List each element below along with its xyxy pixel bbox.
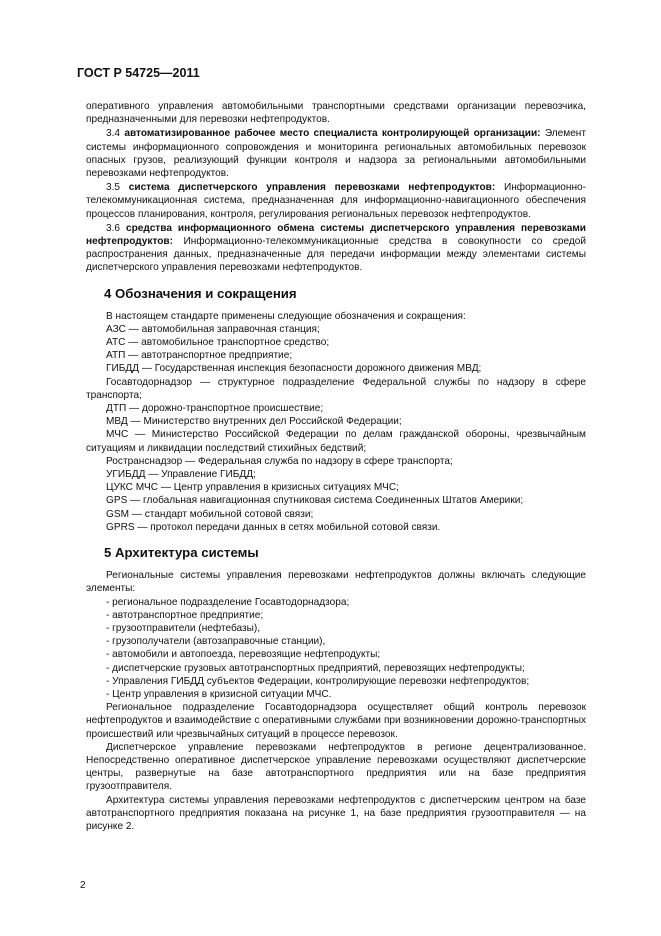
term-name: средства информационного обмена системы диспетчерского управления перевозками нефтепродуктов: [86, 222, 586, 248]
list-item: - грузополучатели (автозаправочные станции), [106, 636, 326, 648]
list-item: - диспетчерские грузовых автотранспортных предприятий, перевозящих нефтепродукты; [106, 662, 525, 674]
body-paragraph: Диспетчерское управление перевозками нефтепродуктов в регионе децентрализованное. Непосредственно оперативное диспетчерское управление перевозками осуществляют диспетчерские центры, развернутые на базе автотранспортного предприятия или на базе предприятия грузоотправителя. [86, 741, 586, 793]
term-definition: Информационно-телекоммуникационные средства в совокупности со средой распространения данных, предназначенные для передачи информации между элементами системы диспетчерского управления перевозками нефтепродуктов. [86, 236, 586, 274]
term-number: 3.4 [106, 128, 121, 140]
list-item: - автомобили и автопоезда, перевозящие нефтепродукты; [106, 649, 381, 661]
abbreviation-item: ЦУКС МЧС — Центр управления в кризисных ситуациях МЧС; [106, 482, 399, 494]
page-content [86, 100, 586, 833]
abbreviation-item: ГИБДД — Государственная инспекция безопасности дорожного движения МВД; [106, 363, 482, 375]
abbreviation-item: МВД — Министерство внутренних дел Российской Федерации; [106, 416, 402, 428]
abbreviation-item: АЗС — автомобильная заправочная станция; [106, 323, 320, 335]
list-item: - региональное подразделение Госавтодорнадзора; [106, 596, 350, 608]
term-number: 3.5 [106, 182, 121, 194]
abbreviation-item: GSM — стандарт мобильной сотовой связи; [106, 508, 314, 520]
section-4-intro: В настоящем стандарте применены следующие обозначения и сокращения: [106, 310, 466, 322]
abbreviation-item: Ространснадзор — Федеральная служба по надзору в сфере транспорта; [106, 455, 453, 467]
term-definition: Элемент системы информационного сопровождения и мониторинга региональных автомобильных перевозок опасных грузов, реализующий функции контроля и надзора за региональными автомобильными перевозками нефтепродуктов. [86, 128, 587, 180]
body-paragraph: Региональное подразделение Госавтодорнадзора осуществляет общий контроль перевозок нефтепродуктов и взаимодействие с оперативными службами при возникновении дорожно-транспортных происшествий или чрезвычайных ситуаций в процессе перевозок. [86, 702, 586, 740]
abbreviation-item: УГИБДД — Управление ГИБДД; [106, 469, 256, 481]
term-name: система диспетчерского управления перевозками нефтепродуктов: [128, 182, 496, 194]
list-item: - Центр управления в кризисной ситуации МЧС. [106, 688, 332, 700]
term-3-4 [86, 127, 586, 180]
page-number: 2 [80, 880, 86, 891]
term-3-6 [86, 222, 586, 275]
abbreviation-item: GPS — глобальная навигационная спутниковая система Соединенных Штатов Америки; [106, 495, 524, 507]
section-4-title: 4 Обозначения и сокращения [104, 285, 297, 301]
abbreviation-item: ДТП — дорожно-транспортное происшествие; [106, 403, 324, 415]
intro-paragraph: оперативного управления автомобильными транспортными средствами организации перевозчика, предназначенными для перевозки нефтепродуктов. [86, 101, 586, 126]
list-item: - Управления ГИБДД субъектов Федерации, контролирующие перевозки нефтепродуктов; [106, 675, 530, 687]
abbreviation-item: GPRS — протокол передачи данных в сетях мобильной сотовой связи. [106, 521, 441, 533]
term-3-5 [86, 181, 586, 221]
list-item: - автотранспортное предприятие; [106, 609, 264, 621]
document-header: ГОСТ Р 54725—2011 [77, 66, 200, 80]
section-5-intro: Региональные системы управления перевозками нефтепродуктов должны включать следующие элементы: [86, 570, 586, 595]
abbreviation-item: МЧС — Министерство Российской Федерации по делам гражданской обороны, чрезвычайным ситуациям и ликвидации последствий стихийных бедствий; [86, 429, 586, 454]
list-item: - грузоотправители (нефтебазы), [106, 622, 261, 634]
term-definition: Информационно-телекоммуникационная система, предназначенная для информационно-навигационного обеспечения процессов планирования, контроля, регулирования региональных перевозок нефтепродуктов. [86, 182, 587, 220]
abbreviation-item: АТС — автомобильное транспортное средство; [106, 337, 330, 349]
abbreviation-item: Госавтодорнадзор — структурное подразделение Федеральной службы по надзору в сфере транспорта; [86, 376, 586, 401]
term-name: автоматизированное рабочее место специалиста контролирующей организации: [124, 128, 541, 140]
term-number: 3.6 [106, 222, 121, 234]
section-5-title: 5 Архитектура системы [104, 545, 259, 561]
abbreviation-item: АТП — автотранспортное предприятие; [106, 350, 293, 362]
body-paragraph: Архитектура системы управления перевозками нефтепродуктов с диспетчерским центром на базе автотранспортного предприятия показана на рисунке 1, на базе предприятия грузоотправителя — на рисунке 2. [86, 794, 586, 832]
